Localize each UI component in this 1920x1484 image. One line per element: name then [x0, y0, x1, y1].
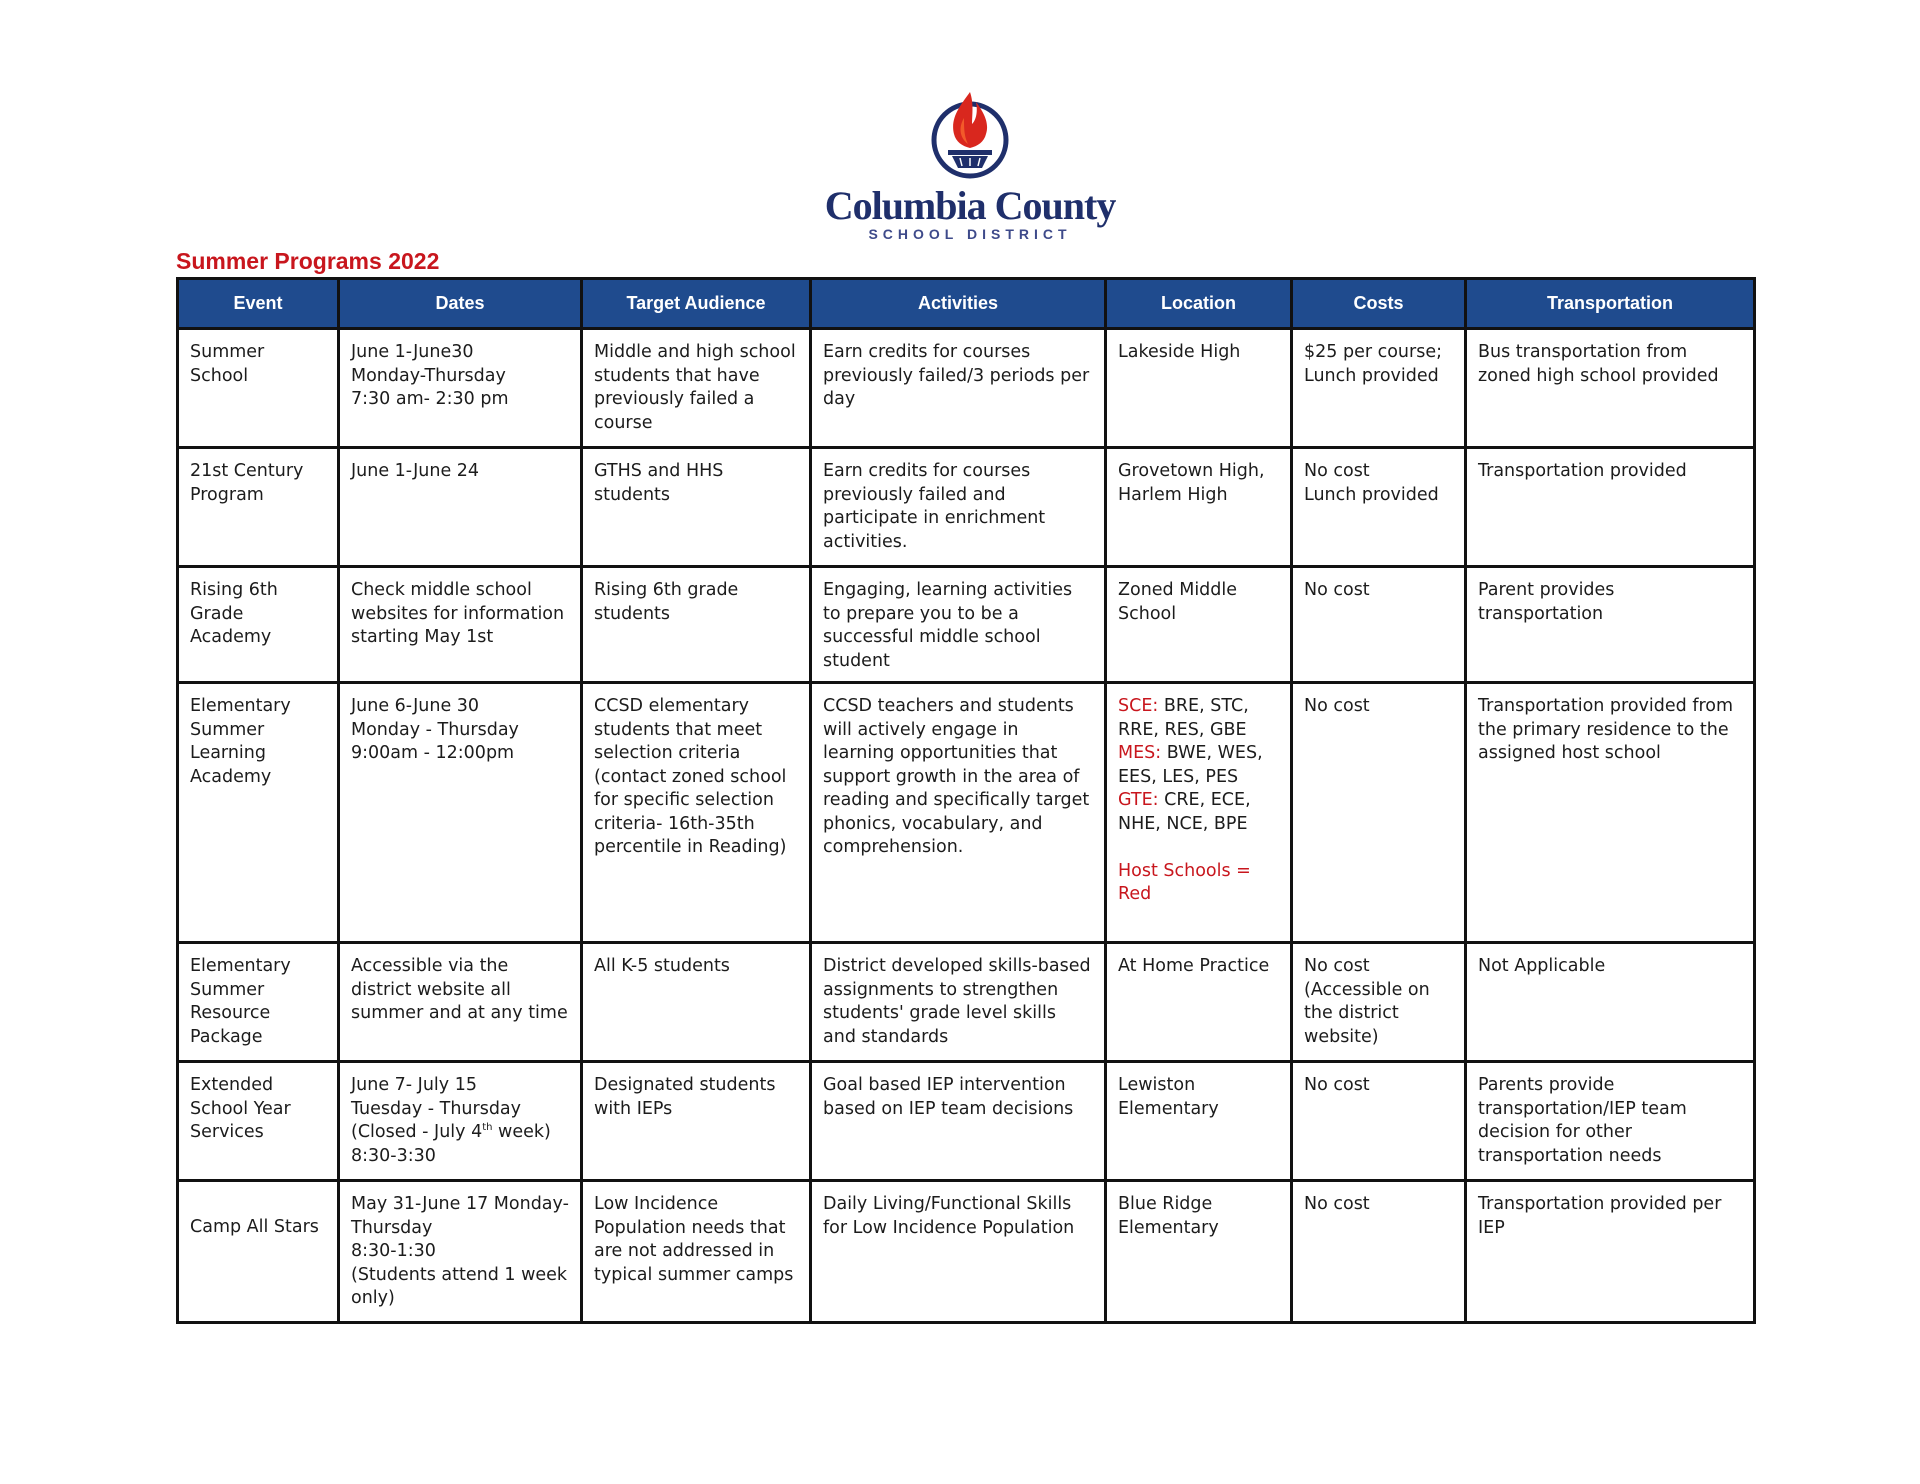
dates-line: 7:30 am- 2:30 pm: [351, 389, 509, 409]
transportation-cell: Transportation provided per IEP: [1466, 1181, 1755, 1323]
host-school-code: GTE:: [1118, 790, 1159, 810]
spacer: [1118, 836, 1280, 860]
location-group: [1118, 789, 1280, 836]
table-row: [178, 567, 1755, 683]
transportation-cell: Parent provides transportation: [1466, 567, 1755, 683]
audience-cell: Middle and high school students that have previously failed a course: [582, 329, 811, 448]
location-cell: Grovetown High, Harlem High: [1106, 448, 1292, 567]
costs-line: Lunch provided: [1304, 484, 1439, 505]
transportation-cell: Transportation provided from the primary residence to the assigned host school: [1466, 683, 1755, 943]
host-school-code: MES:: [1118, 743, 1162, 763]
event-label: Camp All Stars: [190, 1217, 319, 1237]
dates-line: Tuesday - Thursday: [351, 1098, 522, 1119]
costs-cell: No cost: [1292, 683, 1466, 943]
costs-cell: [1292, 329, 1466, 448]
table-row: [178, 1062, 1755, 1181]
column-header: Location: [1106, 279, 1292, 329]
dates-cell: Accessible via the district website all summer and at any time: [339, 943, 582, 1062]
transportation-cell: Parents provide transportation/IEP team decision for other transportation needs: [1466, 1062, 1755, 1181]
dates-line: June 1-June30: [351, 342, 474, 362]
transportation-cell: Not Applicable: [1466, 943, 1755, 1062]
column-header: Target Audience: [582, 279, 811, 329]
costs-cell: No cost: [1292, 1062, 1466, 1181]
costs-cell: No cost (Accessible on the district website): [1292, 943, 1466, 1062]
school-list: CRE, ECE, NHE, NCE, BPE: [1118, 790, 1251, 834]
dates-line: Monday-Thursday: [351, 365, 506, 386]
activities-cell: Earn credits for courses previously failed/3 periods per day: [811, 329, 1106, 448]
column-header: Event: [178, 279, 339, 329]
page-title: Summer Programs 2022: [176, 248, 440, 274]
event-cell: 21st Century Program: [178, 448, 339, 567]
costs-cell: No cost: [1292, 567, 1466, 683]
location-cell: [1106, 683, 1292, 943]
table-header-row: [178, 279, 1755, 329]
closed-text: (Closed - July 4: [351, 1122, 483, 1142]
dates-line: May 31-June 17 Monday-Thursday: [351, 1194, 569, 1238]
audience-cell: Rising 6th grade students: [582, 567, 811, 683]
costs-cell: No cost: [1292, 1181, 1466, 1323]
host-school-code: SCE:: [1118, 696, 1159, 716]
dates-line: 8:30-3:30: [351, 1145, 436, 1166]
audience-cell: All K-5 students: [582, 943, 811, 1062]
activities-cell: Earn credits for courses previously failed and participate in enrichment activities.: [811, 448, 1106, 567]
location-cell: At Home Practice: [1106, 943, 1292, 1062]
torch-flame-icon: [930, 88, 1010, 180]
audience-cell: Designated students with IEPs: [582, 1062, 811, 1181]
column-header: Dates: [339, 279, 582, 329]
activities-cell: District developed skills-based assignments to strengthen students' grade level skills and standards: [811, 943, 1106, 1062]
dates-closed-line: [351, 1121, 570, 1145]
activities-cell: Daily Living/Functional Skills for Low Incidence Population: [811, 1181, 1106, 1323]
school-list: BWE, WES, EES, LES, PES: [1118, 743, 1263, 787]
activities-cell: Engaging, learning activities to prepare you to be a successful middle school student: [811, 567, 1106, 683]
event-cell: Elementary Summer Learning Academy: [178, 683, 339, 943]
event-cell: Rising 6th Grade Academy: [178, 567, 339, 683]
costs-line: $25 per course;: [1304, 342, 1442, 362]
costs-line: No cost: [1304, 461, 1370, 481]
table-row: [178, 683, 1755, 943]
location-cell: Lakeside High: [1106, 329, 1292, 448]
closed-text-end: week): [492, 1122, 551, 1142]
column-header: Activities: [811, 279, 1106, 329]
activities-cell: CCSD teachers and students will actively engage in learning opportunities that support growth in the area of reading and specifically target phonics, vocabulary, and comprehension.: [811, 683, 1106, 943]
host-schools-note: Host Schools = Red: [1118, 860, 1251, 904]
logo-district-name: Columbia County: [824, 183, 1116, 228]
dates-line: June 6-June 30: [351, 696, 480, 716]
dates-cell: [339, 1181, 582, 1323]
dates-cell: June 1-June 24: [339, 448, 582, 567]
dates-cell: [339, 683, 582, 943]
dates-line: 8:30-1:30: [351, 1241, 436, 1261]
dates-line: (Students attend 1 week only): [351, 1264, 568, 1308]
activities-cell: Goal based IEP intervention based on IEP team decisions: [811, 1062, 1106, 1181]
table-row: [178, 329, 1755, 448]
costs-cell: [1292, 448, 1466, 567]
dates-line: June 7- July 15: [351, 1075, 477, 1095]
summer-programs-table: [176, 277, 1756, 1324]
dates-line: 9:00am - 12:00pm: [351, 743, 515, 763]
dates-line: Monday - Thursday: [351, 719, 519, 740]
table-row: [178, 448, 1755, 567]
table-row: [178, 1181, 1755, 1323]
event-cell: Summer School: [178, 329, 339, 448]
logo-district-subtitle: SCHOOL DISTRICT: [868, 226, 1072, 242]
event-cell: [178, 1181, 339, 1323]
transportation-cell: Transportation provided: [1466, 448, 1755, 567]
column-header: Transportation: [1466, 279, 1755, 329]
audience-cell: Low Incidence Population needs that are not addressed in typical summer camps: [582, 1181, 811, 1323]
event-cell: Extended School Year Services: [178, 1062, 339, 1181]
transportation-cell: Bus transportation from zoned high school provided: [1466, 329, 1755, 448]
column-header: Costs: [1292, 279, 1466, 329]
event-cell: Elementary Summer Resource Package: [178, 943, 339, 1062]
dates-cell: Check middle school websites for information starting May 1st: [339, 567, 582, 683]
location-cell: Blue Ridge Elementary: [1106, 1181, 1292, 1323]
dates-cell: [339, 329, 582, 448]
school-list: BRE, STC, RRE, RES, GBE: [1118, 696, 1249, 740]
audience-cell: GTHS and HHS students: [582, 448, 811, 567]
district-logo: [820, 88, 1120, 246]
dates-cell: [339, 1062, 582, 1181]
audience-cell: CCSD elementary students that meet selection criteria (contact zoned school for specific selection criteria- 16th-35th percentile in Reading): [582, 683, 811, 943]
ordinal-suffix: th: [482, 1122, 493, 1134]
costs-line: Lunch provided: [1304, 365, 1439, 386]
location-group: [1118, 695, 1280, 742]
table-row: [178, 943, 1755, 1062]
location-cell: Zoned Middle School: [1106, 567, 1292, 683]
location-group: [1118, 742, 1280, 789]
location-cell: Lewiston Elementary: [1106, 1062, 1292, 1181]
